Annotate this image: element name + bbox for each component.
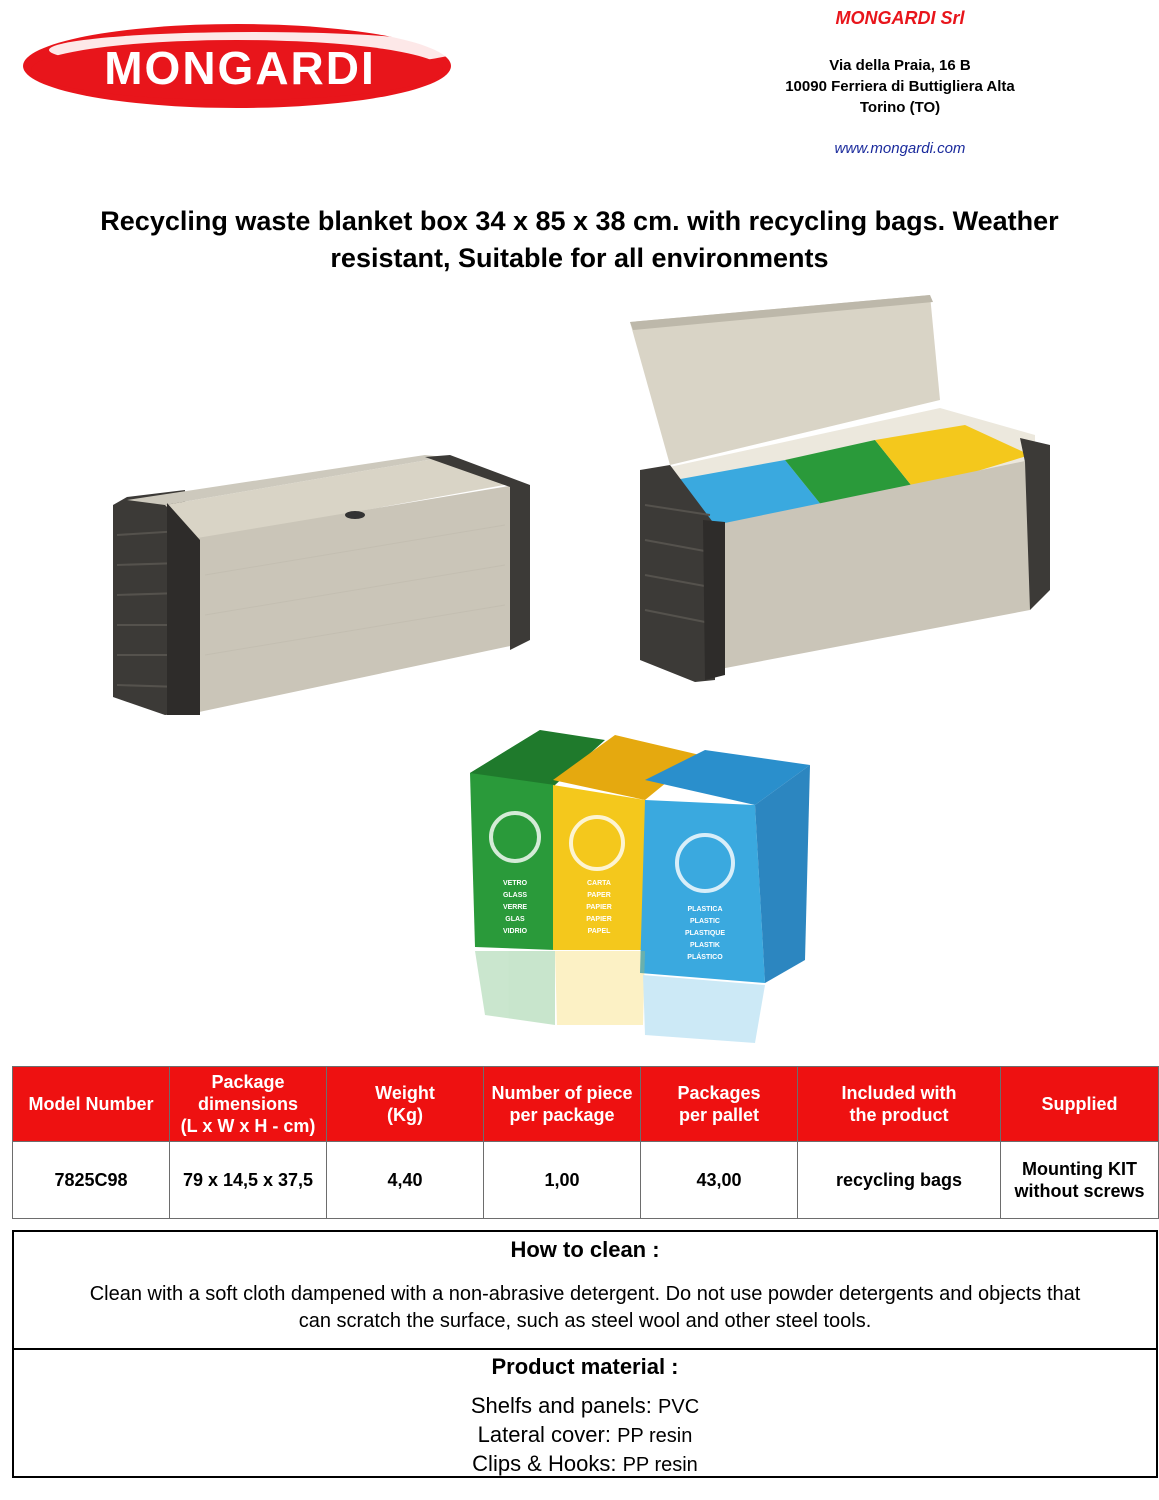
column-header: Included with the product	[798, 1067, 1001, 1142]
bag-label: PAPIER	[586, 916, 612, 923]
material-item	[14, 1450, 1156, 1479]
column-header: Weight (Kg)	[327, 1067, 484, 1142]
bag-label: VIDRIO	[502, 928, 528, 935]
material-value: PP resin	[622, 1454, 698, 1476]
bag-label: PLÁSTICO	[687, 954, 723, 961]
title-line: resistant, Suitable for all environments	[330, 243, 829, 273]
company-info	[745, 8, 1055, 157]
table-cell: 7825C98	[13, 1142, 170, 1219]
logo-text: MONGARDI	[104, 42, 376, 94]
recycling-bags-image	[465, 725, 815, 1045]
table-header-row	[13, 1067, 1159, 1142]
product-title	[20, 203, 1139, 277]
bag-label: PAPEL	[587, 928, 611, 935]
bag-label: CARTA	[587, 880, 611, 887]
bag-label: PAPER	[587, 892, 611, 899]
cleaning-heading: How to clean :	[510, 1237, 660, 1262]
table-cell: recycling bags	[798, 1142, 1001, 1219]
column-header: Supplied	[1001, 1067, 1159, 1142]
column-header: Package dimensions (L x W x H - cm)	[170, 1067, 327, 1142]
bag-label: VETRO	[502, 880, 528, 887]
table-cell: Mounting KIT without screws	[1001, 1142, 1159, 1219]
table-cell: 4,40	[327, 1142, 484, 1219]
address-line: 10090 Ferriera di Buttigliera Alta	[785, 78, 1015, 95]
closed-box-image	[105, 445, 535, 725]
bag-label: VERRE	[502, 904, 528, 911]
column-header: Model Number	[13, 1067, 170, 1142]
material-section	[12, 1348, 1158, 1478]
spec-table	[12, 1066, 1159, 1219]
material-value: PVC	[658, 1396, 700, 1418]
material-item	[14, 1421, 1156, 1450]
address-line: Via della Praia, 16 B	[829, 57, 971, 74]
website-link[interactable]: www.mongardi.com	[834, 140, 966, 157]
material-heading: Product material :	[491, 1354, 679, 1379]
table-cell: 43,00	[641, 1142, 798, 1219]
column-header: Number of piece per package	[484, 1067, 641, 1142]
bag-label: PAPIER	[586, 904, 612, 911]
material-label: Clips & Hooks:	[472, 1451, 617, 1476]
material-value: PP resin	[617, 1425, 693, 1447]
table-row	[13, 1142, 1159, 1219]
table-cell: 79 x 14,5 x 37,5	[170, 1142, 327, 1219]
open-box-image	[625, 290, 1055, 685]
address-line: Torino (TO)	[859, 99, 941, 116]
cleaning-text: Clean with a soft cloth dampened with a non-abrasive detergent. Do not use powder detergents and objects that can scratch the surface, such as steel wool and other steel tools.	[89, 1283, 1081, 1332]
cleaning-section	[12, 1230, 1158, 1350]
material-list	[14, 1392, 1156, 1479]
table-cell: 1,00	[484, 1142, 641, 1219]
bag-label: PLASTIQUE	[684, 930, 726, 937]
bag-label: GLASS	[502, 892, 528, 899]
title-line: Recycling waste blanket box 34 x 85 x 38 cm. with recycling bags. Weather	[100, 206, 1059, 236]
bag-label: PLASTIC	[690, 918, 720, 925]
bag-label: GLAS	[505, 916, 525, 923]
column-header: Packages per pallet	[641, 1067, 798, 1142]
bag-label: PLASTIK	[690, 942, 720, 949]
material-item	[14, 1392, 1156, 1421]
material-label: Shelfs and panels:	[470, 1393, 652, 1418]
company-address	[745, 55, 1055, 118]
company-name: MONGARDI Srl	[835, 8, 965, 28]
bag-label: PLASTICA	[687, 906, 723, 913]
mongardi-logo	[22, 20, 462, 112]
material-label: Lateral cover:	[477, 1422, 611, 1447]
